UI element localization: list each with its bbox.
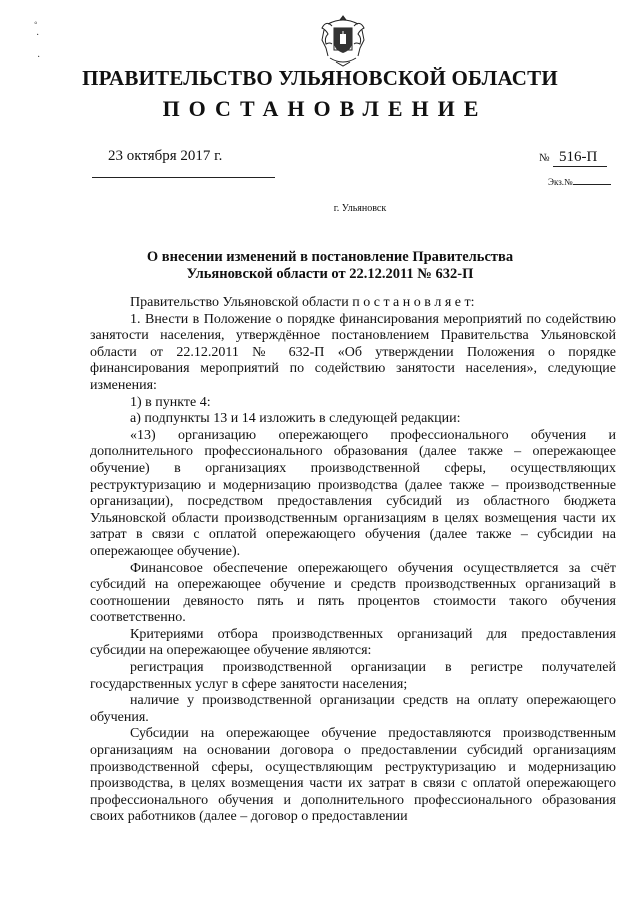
title-line-2: Ульяновской области от 22.12.2011 № 632-П <box>186 266 474 282</box>
document-number <box>539 149 607 167</box>
paragraph: Субсидии на опережающее обучение предоставляются производственным организациям на основании договора о предоставлении субсидий организациям производственной сферы, осуществляющим реструктуризацию и модернизацию производства, в целях возмещения части их затрат в связи с оплатой опережающего профессионального обучения и дополнительного профессионального образования своих работников (далее – договор о предоставлении <box>90 726 616 825</box>
scan-mark: · <box>37 52 41 63</box>
government-name: ПРАВИТЕЛЬСТВО УЛЬЯНОВСКОЙ ОБЛАСТИ <box>82 66 558 90</box>
paragraph: наличие у производственной организации средств на оплату опережающего обучения. <box>90 693 616 725</box>
paragraph: регистрация производственной организации в регистре получателей государственных услуг в сфере занятости населения; <box>90 660 616 692</box>
date-underline <box>92 177 275 178</box>
document-date: 23 октября 2017 г. <box>108 148 223 164</box>
number-label: № <box>539 152 550 164</box>
paragraph: 1) в пункте 4: <box>130 394 211 410</box>
document-type: ПОСТАНОВЛЕНИЕ <box>162 96 488 121</box>
paragraph: а) подпункты 13 и 14 изложить в следующей редакции: <box>130 411 461 427</box>
scan-mark: · <box>36 30 40 41</box>
title-line-1: О внесении изменений в постановление Правительства <box>146 249 514 265</box>
coat-of-arms-icon <box>318 12 368 70</box>
document-body <box>90 295 616 826</box>
city: г. Ульяновск <box>333 203 387 214</box>
paragraph: 1. Внести в Положение о порядке финансирования мероприятий по содействию занятости населения, утверждённое постановлением Правительства Ульяновской области от 22.12.2011 № 632-П «Об утверждении Положения о порядке финансирования мероприятий по содействию занятости населения», следующие изменения: <box>90 311 616 393</box>
scan-mark: ◦ <box>34 18 38 29</box>
copy-number <box>548 177 611 187</box>
paragraph: Финансовое обеспечение опережающего обучения осуществляется за счёт субсидий на опережающее обучение и средств производственных организаций в соотношении девяносто пять и пять процентов стоимости такого обучения соответственно. <box>90 560 616 626</box>
paragraph: Критериями отбора производственных организаций для предоставления субсидии на опережающее обучение являются: <box>90 626 616 659</box>
paragraph: «13) организацию опережающего профессионального обучения и дополнительного профессионального образования (далее также – опережающее обучение) в организациях производственной сферы, осуществляющих реструктуризацию и модернизацию производства (далее также – производственные организации), посредством предоставления субсидий из областного бюджета Ульяновской области производственным организациям в целях возмещения части их затрат в связи с оплатой опережающего обучения (далее также – субсидии на опережающее обучение). <box>90 427 616 559</box>
number-value: 516-П <box>553 149 607 167</box>
copy-number-blank <box>573 184 611 185</box>
paragraph: Правительство Ульяновской области п о с т а н о в л я е т: <box>130 295 475 310</box>
copy-number-label: Экз.№ <box>548 177 573 187</box>
document-title <box>60 249 600 283</box>
